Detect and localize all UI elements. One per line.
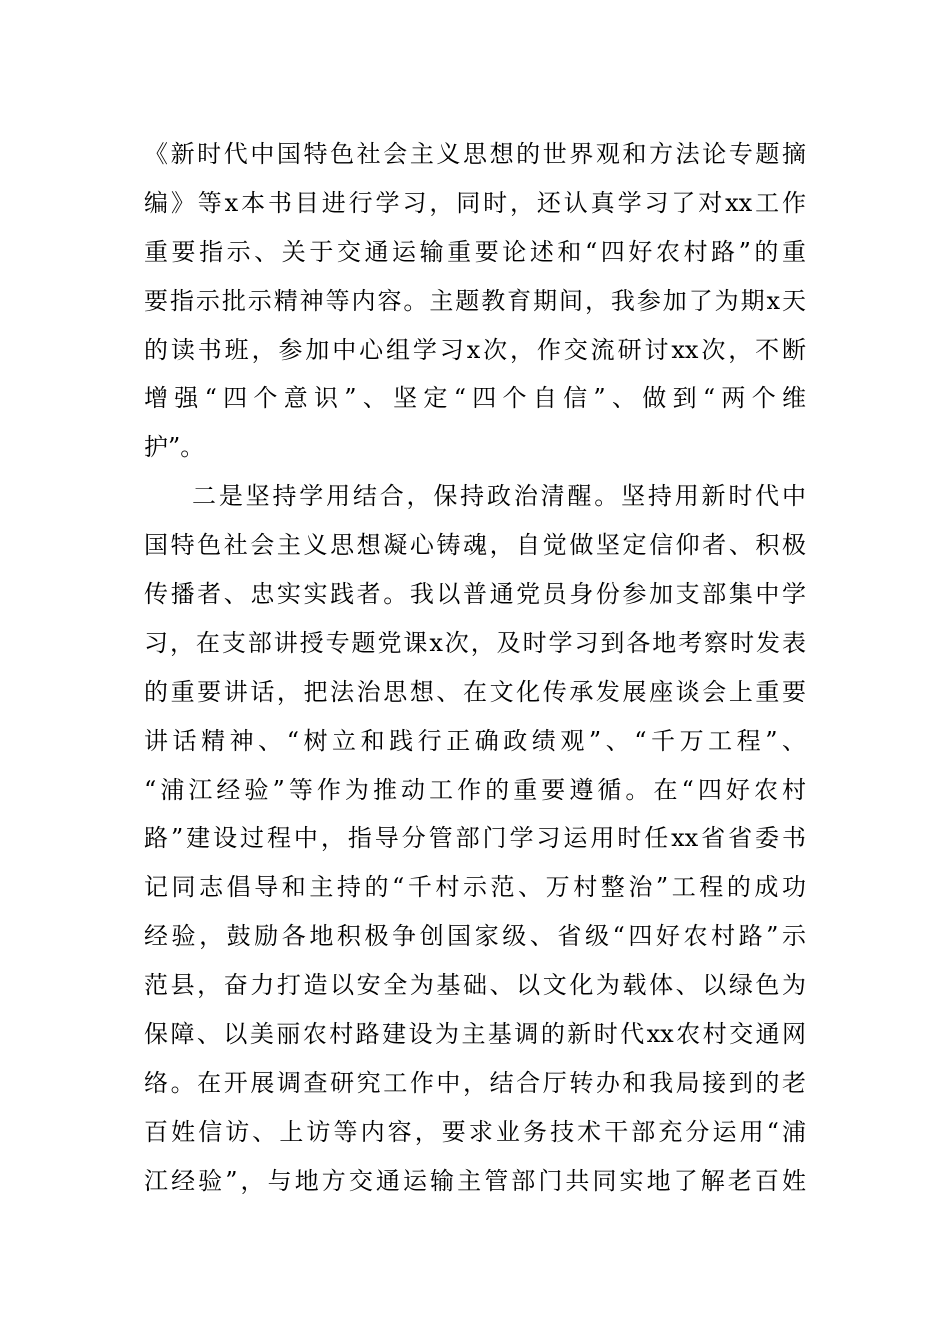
text-line: 重要指示、关于交通运输重要论述和“四好农村路”的重 [144, 237, 806, 266]
text-line: 江经验”，与地方交通运输主管部门共同实地了解老百姓 [144, 1166, 806, 1195]
text-line: 的重要讲话，把法治思想、在文化传承发展座谈会上重要 [144, 677, 806, 706]
text-line: 络。在开展调查研究工作中，结合厅转办和我局接到的老 [144, 1068, 806, 1097]
text-line: 《新时代中国特色社会主义思想的世界观和方法论专题摘 [144, 140, 806, 168]
text-line: 记同志倡导和主持的“千村示范、万村整治”工程的成功 [144, 873, 806, 902]
paragraph-2 [144, 472, 806, 1205]
text-line: 讲话精神、“树立和践行正确政绩观”、“千万工程”、 [144, 726, 806, 755]
text-line: 的读书班，参加中心组学习x次，作交流研讨xx次，不断 [144, 335, 806, 364]
text-line: 路”建设过程中，指导分管部门学习运用时任xx省省委书 [144, 824, 806, 853]
text-line: 经验，鼓励各地积极争创国家级、省级“四好农村路”示 [144, 922, 806, 951]
text-line: 保障、以美丽农村路建设为主基调的新时代xx农村交通网 [144, 1020, 806, 1049]
text-line: 二是坚持学用结合，保持政治清醒。坚持用新时代中 [192, 482, 806, 511]
text-line: 传播者、忠实实践者。我以普通党员身份参加支部集中学 [144, 580, 806, 609]
text-line: 习，在支部讲授专题党课x次，及时学习到各地考察时发表 [144, 628, 806, 657]
text-line: 百姓信访、上访等内容，要求业务技术干部充分运用“浦 [144, 1117, 806, 1146]
text-line: 增强“四个意识”、坚定“四个自信”、做到“两个维 [144, 384, 806, 413]
text-line: 编》等x本书目进行学习，同时，还认真学习了对xx工作 [144, 188, 806, 217]
text-line: 要指示批示精神等内容。主题教育期间，我参加了为期x天 [144, 286, 806, 315]
document-body [144, 130, 806, 1206]
text-line: 范县，奋力打造以安全为基础、以文化为载体、以绿色为 [144, 971, 806, 1000]
text-line: “浦江经验”等作为推动工作的重要遵循。在“四好农村 [144, 775, 806, 804]
paragraph-1 [144, 130, 806, 472]
text-line: 护”。 [144, 433, 205, 462]
text-line: 国特色社会主义思想凝心铸魂，自觉做坚定信仰者、积极 [144, 531, 806, 560]
